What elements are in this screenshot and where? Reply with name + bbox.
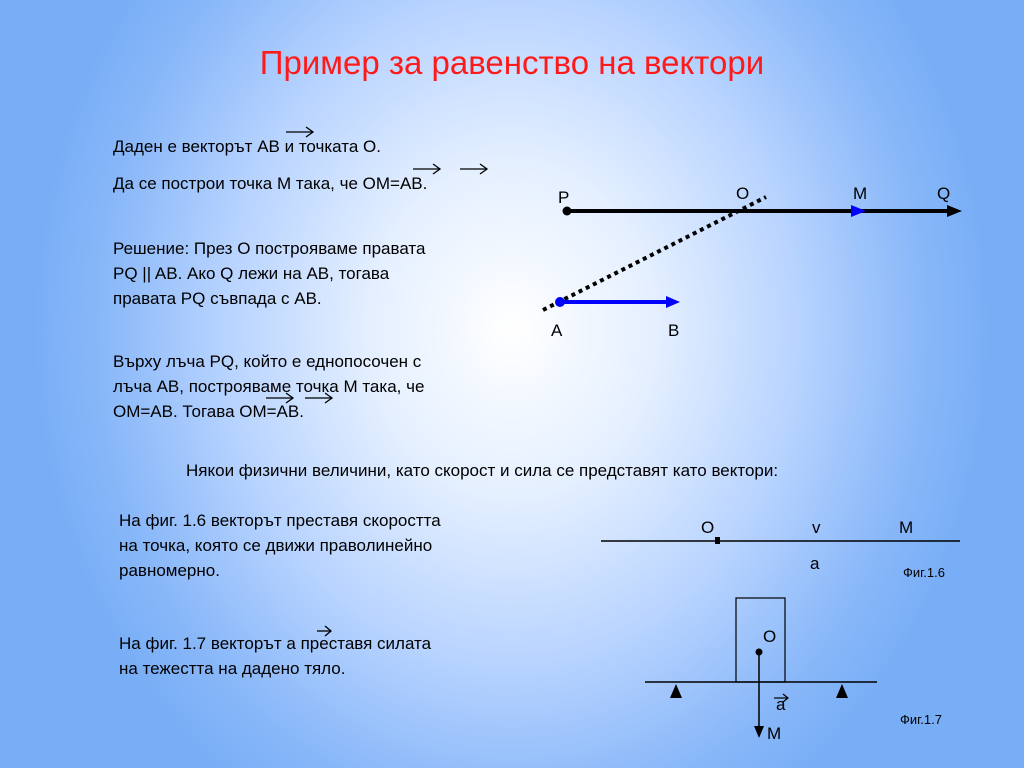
fig17-text-1: На фиг. 1.7 векторът a преставя силата [119, 634, 432, 653]
ray-line-2: лъча AB, построяваме точка M така, че [113, 377, 425, 396]
label-b: B [668, 321, 680, 340]
label-o: O [736, 184, 750, 203]
point-o-center [756, 649, 763, 656]
ray-line-1: Върху лъча PQ, който е еднопосочен с [113, 352, 422, 371]
fig16-label-v: v [812, 518, 821, 537]
fig17-label-a: a [776, 695, 786, 714]
support-right [836, 684, 848, 698]
slide-title: Пример за равенство на вектори [259, 44, 765, 81]
fig17-caption: Фиг.1.7 [900, 712, 942, 727]
support-left [670, 684, 682, 698]
given-text: Даден е векторът AB и точката O. [113, 137, 381, 156]
solution-line-2: PQ || AB. Ако Q лежи на AB, тогава [113, 264, 390, 283]
gravity-arrowhead [754, 726, 764, 738]
fig17-label-m: M [767, 724, 782, 743]
label-p: P [558, 188, 570, 207]
solution-line-3: правата PQ съвпада с AB. [113, 289, 322, 308]
label-a: A [551, 321, 563, 340]
task-text: Да се построи точка M така, че OM=AB. [113, 174, 428, 193]
solution-line-1: Решение: През O построяваме правата [113, 239, 426, 258]
fig16-text-2: на точка, която се движи праволинейно [119, 536, 433, 555]
fig16-label-o: O [701, 518, 715, 537]
fig16-caption: Фиг.1.6 [903, 565, 945, 580]
label-m: M [853, 184, 868, 203]
fig16-text-1: На фиг. 1.6 векторът преставя скоростта [119, 511, 441, 530]
physics-note: Някои физични величини, като скорост и сила се представят като вектори: [186, 461, 779, 480]
body-box [736, 598, 785, 682]
fig17-text-2: на тежестта на дадено тяло. [119, 659, 346, 678]
label-q: Q [937, 184, 951, 203]
fig16-label-a: a [810, 554, 820, 573]
fig16-text-3: равномерно. [119, 561, 220, 580]
fig17-label-o: O [763, 627, 777, 646]
fig16-label-m: M [899, 518, 914, 537]
ray-line-3: OM=AB. Тогава OM=AB. [113, 402, 304, 421]
